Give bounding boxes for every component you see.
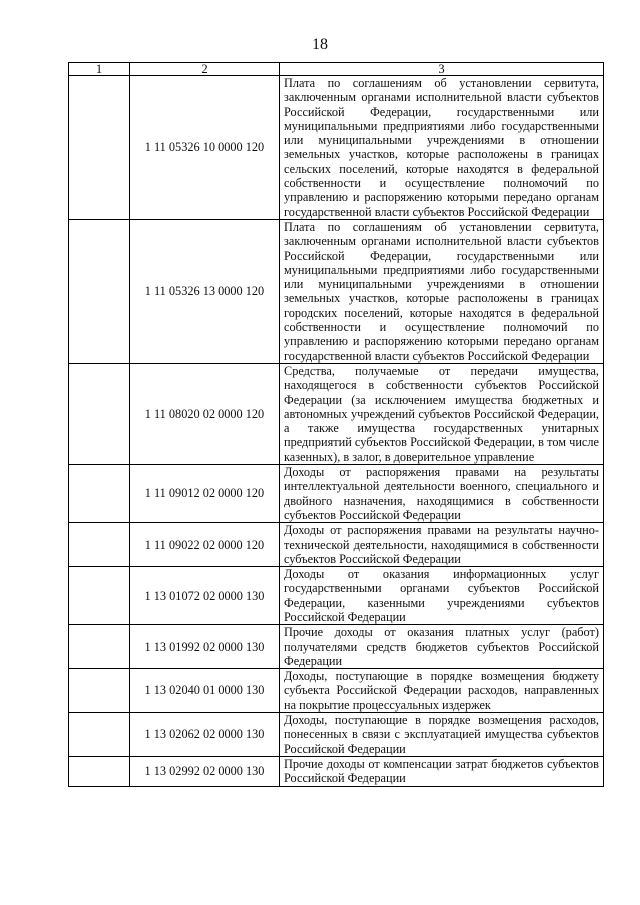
admin-code-cell bbox=[69, 465, 130, 523]
budget-code-cell: 1 11 09012 02 0000 120 bbox=[130, 465, 280, 523]
table-header bbox=[69, 63, 604, 76]
table-row bbox=[69, 713, 604, 757]
table-row bbox=[69, 669, 604, 713]
description-cell: Плата по соглашениям об установлении сервитута, заключенным органами исполнительной власти субъектов Российской Федерации, государственными или муниципальными предприятиями либо государственными или муниципальными учреждениями в отношении земельных участков, которые расположены в границах сельских поселений, которые находятся в федеральной собственности и осуществление полномочий по управлению и распоряжению которыми передано органам государственной власти субъектов Российской Федерации bbox=[280, 76, 604, 220]
table-row bbox=[69, 219, 604, 363]
budget-code-cell: 1 11 08020 02 0000 120 bbox=[130, 363, 280, 464]
table-row bbox=[69, 567, 604, 625]
table-row bbox=[69, 363, 604, 464]
admin-code-cell bbox=[69, 756, 130, 786]
table-row bbox=[69, 625, 604, 669]
budget-code-cell: 1 13 01992 02 0000 130 bbox=[130, 625, 280, 669]
admin-code-cell bbox=[69, 625, 130, 669]
header-col-3: 3 bbox=[280, 63, 604, 76]
admin-code-cell bbox=[69, 219, 130, 363]
table-row bbox=[69, 76, 604, 220]
admin-code-cell bbox=[69, 713, 130, 757]
admin-code-cell bbox=[69, 76, 130, 220]
budget-code-cell: 1 13 02040 01 0000 130 bbox=[130, 669, 280, 713]
description-cell: Доходы, поступающие в порядке возмещения бюджету субъекта Российской Федерации расходов, направленных на покрытие процессуальных издержек bbox=[280, 669, 604, 713]
budget-code-cell: 1 13 01072 02 0000 130 bbox=[130, 567, 280, 625]
budget-code-cell: 1 11 05326 13 0000 120 bbox=[130, 219, 280, 363]
header-col-2: 2 bbox=[130, 63, 280, 76]
description-cell: Доходы от оказания информационных услуг государственными органами субъектов Российской Федерации, казенными учреждениями субъектов Российской Федерации bbox=[280, 567, 604, 625]
header-col-1: 1 bbox=[69, 63, 130, 76]
description-cell: Средства, получаемые от передачи имущества, находящегося в собственности субъектов Российской Федерации (за исключением имущества бюджетных и автономных учреждений субъектов Российской Федерации, а также имущества государственных унитарных предприятий субъектов Российской Федерации, в том числе казенных), в залог, в доверительное управление bbox=[280, 363, 604, 464]
description-cell: Прочие доходы от оказания платных услуг (работ) получателями средств бюджетов субъектов Российской Федерации bbox=[280, 625, 604, 669]
header-row bbox=[69, 63, 604, 76]
admin-code-cell bbox=[69, 523, 130, 567]
description-cell: Доходы от распоряжения правами на результаты научно-технической деятельности, находящимися в собственности субъектов Российской Федерации bbox=[280, 523, 604, 567]
budget-code-cell: 1 11 09022 02 0000 120 bbox=[130, 523, 280, 567]
revenue-codes-table bbox=[68, 62, 604, 787]
description-cell: Доходы, поступающие в порядке возмещения расходов, понесенных в связи с эксплуатацией имущества субъектов Российской Федерации bbox=[280, 713, 604, 757]
table-row bbox=[69, 465, 604, 523]
budget-code-cell: 1 11 05326 10 0000 120 bbox=[130, 76, 280, 220]
admin-code-cell bbox=[69, 567, 130, 625]
budget-code-cell: 1 13 02062 02 0000 130 bbox=[130, 713, 280, 757]
page-number: 18 bbox=[312, 36, 328, 53]
table-row bbox=[69, 523, 604, 567]
admin-code-cell bbox=[69, 363, 130, 464]
budget-code-cell: 1 13 02992 02 0000 130 bbox=[130, 756, 280, 786]
description-cell: Плата по соглашениям об установлении сервитута, заключенным органами исполнительной власти субъектов Российской Федерации, государственными или муниципальными предприятиями либо государственными или муниципальными учреждениями в отношении земельных участков, которые расположены в границах городских поселений, которые находятся в федеральной собственности и осуществление полномочий по управлению и распоряжению которыми передано органам государственной власти субъектов Российской Федерации bbox=[280, 219, 604, 363]
description-cell: Прочие доходы от компенсации затрат бюджетов субъектов Российской Федерации bbox=[280, 756, 604, 786]
table-row bbox=[69, 756, 604, 786]
description-cell: Доходы от распоряжения правами на результаты интеллектуальной деятельности военного, специального и двойного назначения, находящимися в собственности субъектов Российской Федерации bbox=[280, 465, 604, 523]
admin-code-cell bbox=[69, 669, 130, 713]
table-body bbox=[69, 76, 604, 787]
